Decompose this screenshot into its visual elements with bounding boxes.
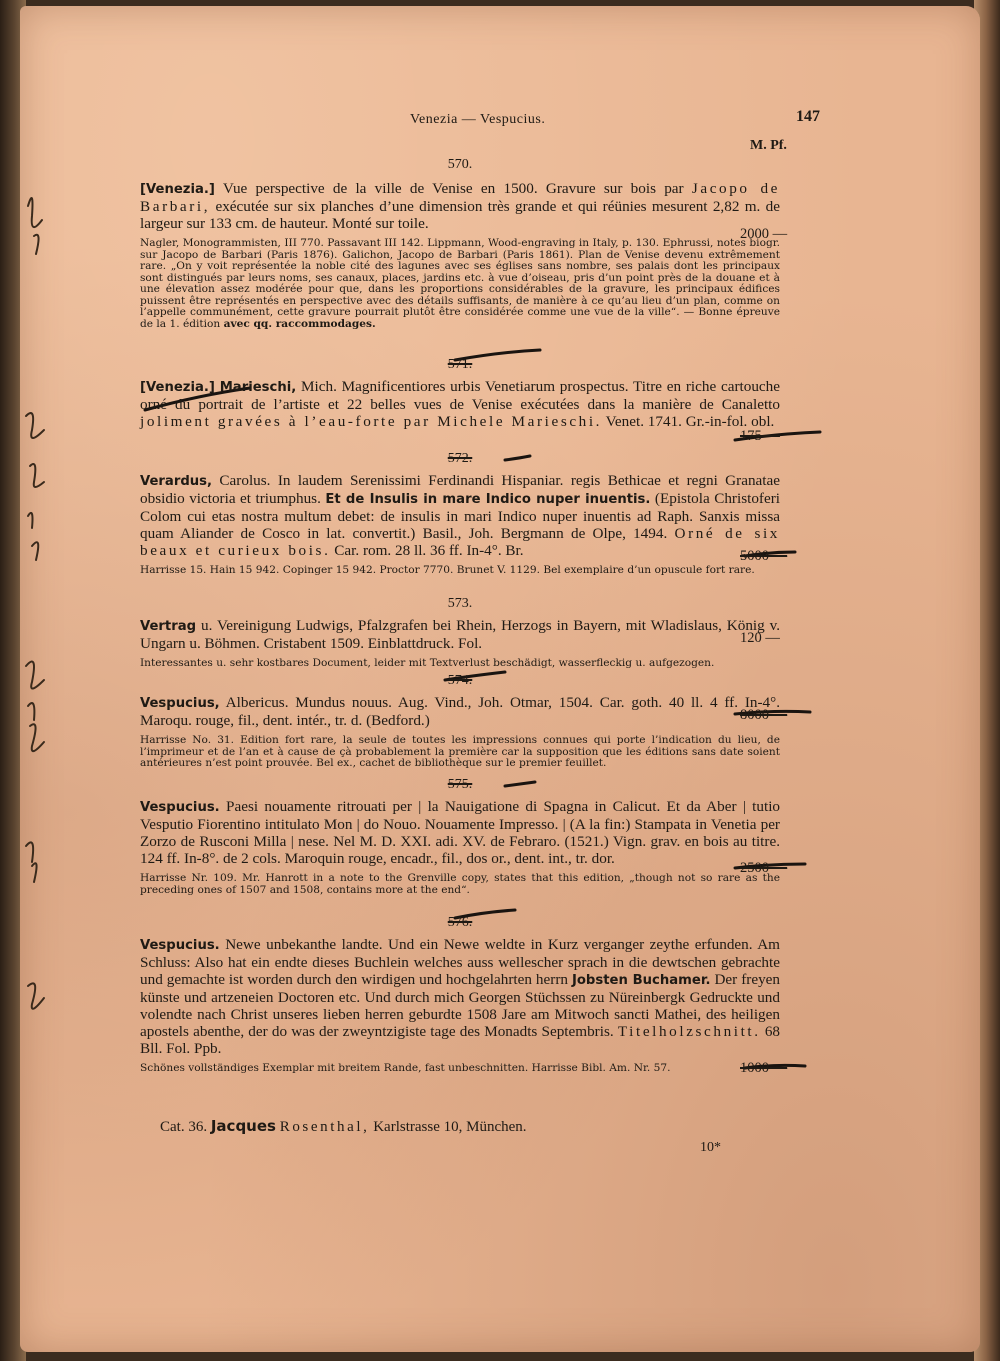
page-number: 147 (796, 108, 820, 125)
entry-572-price: 5000 — (740, 548, 788, 564)
currency-column-header: M. Pf. (750, 138, 787, 153)
lot-number-573: 573. (447, 596, 473, 611)
entry-572-note: Harrisse 15. Hain 15 942. Copinger 15 942. Proctor 7770. Brunet V. 1129. Bel exemplaire d’un opuscule fort rare. (140, 564, 755, 576)
entry-574-description: Vespucius, Albericus. Mundus nouus. Aug. Vind., Joh. Otmar, 1504. Car. goth. 40 ll. 4 ff. In-4°. Maroqu. rouge, fil., dent. intér., tr. d. (Bedford.) (140, 694, 780, 729)
lot-number-576: 576. (447, 915, 473, 930)
entry-572-headword: Verardus, (140, 474, 213, 489)
entry-573-description: Vertrag u. Vereinigung Ludwigs, Pfalzgrafen bei Rhein, Herzogs in Bayern, mit Wladislaus, König v. Ungarn u. Böhmen. Cristabent 1509. Einblattdruck. Fol. (140, 617, 781, 652)
entry-573-headword: Vertrag (140, 619, 197, 634)
lot-number-570: 570. (447, 157, 473, 172)
entry-575-note: Harrisse Nr. 109. Mr. Hanrott in a note to the Grenville copy, states that this edition, „though not so rare as the preceding ones of 1507 and 1508, contains more at the end“. (140, 872, 780, 896)
entry-574-headword: Vespucius, (140, 696, 220, 711)
lot-number-571: 571. (447, 357, 473, 372)
entry-576-description: Vespucius. Newe unbekanthe landte. Und ein Newe weldte in Kurz verganger zeythe erfunden. Am Schluss: Also hat ein endte dieses Buchlein welches auss wellescher sprach in die dewtschen gebrachte und gemachte ist worden durch den wirdigen und hochgelahrten herrn Jobsten Buchamer. Der freyen künste und artzeneien Doctoren etc. Und durch mich Georgen Stüchssen zu Nüreinbergk Gedruckte und volendte nach Christ unseres lieben herren geburdte 1508 Jare am Mitwoch sancti Mathei, des heiligen apostels abenthe, der do was der zweyntzigiste tage des Monadts Septembris. Titelholzschnitt. 68 Bll. Fol. Ppb. (140, 936, 781, 1057)
entry-570-note: Nagler, Monogrammisten, III 770. Passavant III 142. Lippmann, Wood-engraving in Italy, p. 130. Ephrussi, notes biogr. sur Jacopo de Barbari (Paris 1876). Galichon, Jacopo de Barbari (Paris 1861). Plan de Venise devenu extrêmement rare. „On y voit représentée la noble cité des lagunes avec ses églises sans nombre, ses palais dont les principaux sont distingués par leurs noms, ses canaux, places, jardins etc. à vue d’oiseau, pris d’un point près de la douane et à une élevation assez modérée pour que, dans les proportions considérables de la gravure, les principaux édifices puissent être représentés en perspective avec des détails suffisants, de manière à ce qu’au lieu d’un plan, comme on l’appelle communément, cette gravure pourrait plutôt être considérée comme une vue de la ville“. — Bonne épreuve de la 1. édition avec qq. raccommodages. (140, 237, 780, 330)
entry-572 (140, 472, 780, 577)
entry-574 (140, 694, 780, 770)
entry-576 (140, 936, 780, 1075)
handwritten-margin-notes (20, 166, 62, 1086)
entry-576-headword: Vespucius. (140, 938, 220, 953)
entry-571-headword: [Venezia.] (140, 380, 215, 395)
page-header (140, 108, 820, 134)
lot-number-574: 574. (447, 673, 473, 688)
lot-number-572: 572. (447, 451, 473, 466)
entry-571-price: 175 — (740, 428, 780, 444)
entry-576-note: Schönes vollständiges Exemplar mit breitem Rande, fast unbeschnitten. Harrisse Bibl. Am. Nr. 57. (140, 1062, 671, 1074)
entry-575 (140, 798, 780, 896)
entry-575-price: 2500 — (740, 860, 788, 876)
entry-574-price: 8000 — (740, 707, 788, 723)
entry-570 (140, 180, 780, 330)
entry-572-description: Verardus, Carolus. In laudem Serenissimi Ferdinandi Hispaniar. regis Bethicae et regni Granatae obsidio victoria et triumphus. Et de Insulis in mare Indico nuper inuentis. (Epistola Christoferi Colom cui etas nostra multum debet: de insulis in mari Indico nuper inuentis ad Raph. Sanxis missa quam Aliander de Cosco in lat. convertit.) Basil., Joh. Bergmann de Olpe, 1494. Orné de six beaux et curieux bois. Car. rom. 28 ll. 36 ff. In-4°. Br. (140, 472, 780, 559)
entry-576-price: 1000 — (740, 1060, 788, 1076)
printer-signature-mark: 10* (700, 1140, 721, 1155)
entry-571-description: [Venezia.] Marieschi, Mich. Magnificentiores urbis Venetiarum prospectus. Titre en riche cartouche orné du portrait de l’artiste et 22 belles vues de Venise exécutées dans la manière de Canaletto joliment gravées à l’eau-forte par Michele Marieschi. Venet. 1741. Gr.-in-fol. obl. (140, 378, 781, 430)
entry-575-headword: Vespucius. (140, 800, 220, 815)
lot-number-575: 575. (447, 777, 473, 792)
entry-570-price: 2000 — (740, 226, 788, 242)
entry-573-price: 120 — (740, 630, 780, 646)
entry-574-note: Harrisse No. 31. Edition fort rare, la seule de toutes les impressions connues qui porte l’indication du lieu, de l’imprimeur et de l’an et à cause de çà probablement la première car la supposition que les éditions sans date soient antérieures n’est point prouvée. Bel ex., cachet de bibliothèque sur le premier feuillet. (140, 734, 780, 769)
catalogue-footer: Cat. 36. Jacques Rosenthal, Karlstrasse 10, München. (160, 1117, 527, 1135)
entry-571 (140, 378, 780, 430)
entry-570-headword: [Venezia.] (140, 182, 215, 197)
running-title: Venezia — Vespucius. (410, 112, 546, 127)
entry-575-description: Vespucius. Paesi nouamente ritrouati per | la Nauigatione di Spagna in Calicut. Et da Aber | tutio Vesputio Fiorentino intitulato Mon | do Nouo. Nouamente Impresso. | (A la fin:) Stampata in Venetia per Zorzo de Rusconi Milla | nese. Nel M. D. XXI. adi. XV. de Febraro. (1521.) Vign. grav. en bois au titre. 124 ff. In-8°. de 2 cols. Maroquin rouge, encadr., fil., dos or., dent. int., tr. dor. (140, 798, 781, 867)
entry-573-note: Interessantes u. sehr kostbares Document, leider mit Textverlust beschädigt, wasserfleckig u. aufgezogen. (140, 657, 715, 669)
entry-573 (140, 617, 780, 670)
entry-570-description: [Venezia.] Vue perspective de la ville de Venise en 1500. Gravure sur bois par Jacopo de Barbari, exécutée sur six planches d’une dimension très grande et qui réünies mesurent 2,82 m. de largeur sur 133 cm. de hauteur. Monté sur toile. (140, 180, 781, 232)
